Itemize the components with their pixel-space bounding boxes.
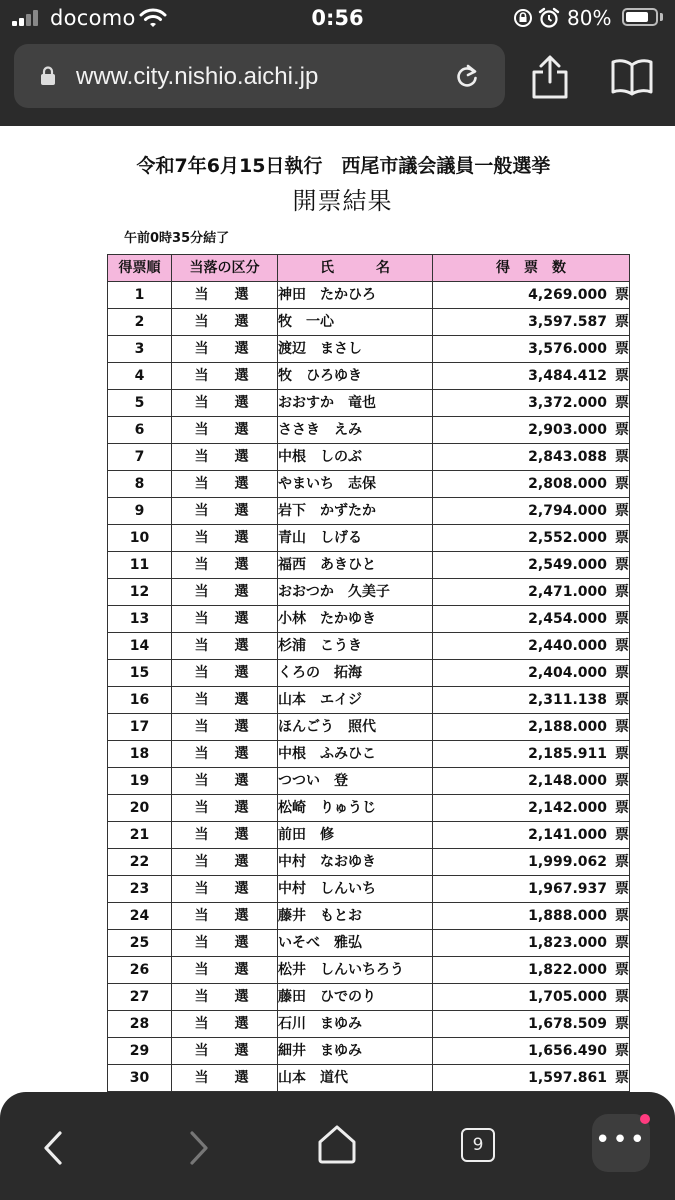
vote-count: 2,808.000 [528,476,607,492]
table-row [108,336,630,363]
share-icon[interactable] [528,54,572,100]
vote-count: 1,888.000 [528,908,607,924]
votes-cell [433,390,630,417]
table-row [108,768,630,795]
table-row [108,876,630,903]
vote-count: 1,823.000 [528,935,607,951]
candidate-name-cell: 細井 まゆみ [278,1038,433,1065]
candidate-name-cell: ささき えみ [278,417,433,444]
rank-cell: 14 [108,633,172,660]
battery-level [626,12,648,22]
vote-unit: 票 [615,1016,629,1032]
table-row [108,930,630,957]
notification-badge [640,1114,650,1124]
vote-unit: 票 [615,665,629,681]
status-cell: 当 選 [172,795,278,822]
vote-count: 2,142.000 [528,800,607,816]
vote-count: 2,794.000 [528,503,607,519]
table-row [108,552,630,579]
vote-count: 1,822.000 [528,962,607,978]
vote-count: 2,843.088 [528,449,607,465]
votes-cell [433,606,630,633]
rank-cell: 24 [108,903,172,930]
rank-cell: 9 [108,498,172,525]
vote-count: 2,903.000 [528,422,607,438]
vote-unit: 票 [615,503,629,519]
vote-unit: 票 [615,1070,629,1086]
vote-count: 2,404.000 [528,665,607,681]
candidate-name-cell: おおつか 久美子 [278,579,433,606]
rank-cell: 18 [108,741,172,768]
vote-unit: 票 [615,773,629,789]
vote-count: 3,576.000 [528,341,607,357]
table-row [108,660,630,687]
vote-unit: 票 [615,557,629,573]
vote-unit: 票 [615,800,629,816]
vote-count: 2,141.000 [528,827,607,843]
battery-nub [660,13,663,21]
browser-toolbar [0,1092,675,1200]
votes-cell [433,633,630,660]
candidate-name-cell: 青山 しげる [278,525,433,552]
table-row [108,363,630,390]
rank-cell: 29 [108,1038,172,1065]
rank-cell: 15 [108,660,172,687]
candidate-name-cell: 中村 しんいち [278,876,433,903]
vote-unit: 票 [615,908,629,924]
status-cell: 当 選 [172,606,278,633]
result-heading: 開票結果 [292,187,393,215]
vote-unit: 票 [615,638,629,654]
vote-unit: 票 [615,341,629,357]
vote-unit: 票 [615,719,629,735]
votes-cell [433,498,630,525]
tabs-icon[interactable]: 9 [461,1128,495,1162]
votes-cell [433,579,630,606]
candidate-name-cell: 杉浦 こうき [278,633,433,660]
table-row [108,417,630,444]
table-row [108,525,630,552]
table-row [108,606,630,633]
table-row [108,741,630,768]
status-cell: 当 選 [172,1011,278,1038]
results-body [108,282,630,1092]
vote-count: 2,454.000 [528,611,607,627]
votes-cell [433,930,630,957]
status-bar [0,0,675,38]
table-row [108,714,630,741]
table-row [108,390,630,417]
table-row [108,471,630,498]
rank-cell: 28 [108,1011,172,1038]
carrier-name: docomo [50,6,136,30]
votes-cell [433,822,630,849]
status-cell: 当 選 [172,741,278,768]
votes-cell [433,795,630,822]
table-row [108,1038,630,1065]
status-cell: 当 選 [172,633,278,660]
forward-icon[interactable] [186,1130,212,1166]
vote-count: 2,552.000 [528,530,607,546]
rank-cell: 16 [108,687,172,714]
status-cell: 当 選 [172,930,278,957]
rank-cell: 30 [108,1065,172,1092]
candidate-name-cell: 石川 まゆみ [278,1011,433,1038]
vote-unit: 票 [615,746,629,762]
votes-cell [433,444,630,471]
votes-cell [433,957,630,984]
battery-percent: 80% [567,6,612,30]
votes-cell [433,903,630,930]
votes-cell [433,552,630,579]
candidate-name-cell: 岩下 かずたか [278,498,433,525]
status-cell: 当 選 [172,417,278,444]
rank-cell: 23 [108,876,172,903]
column-header-name: 氏 名 [278,255,433,282]
vote-unit: 票 [615,368,629,384]
status-cell: 当 選 [172,660,278,687]
vote-unit: 票 [615,881,629,897]
rank-cell: 13 [108,606,172,633]
status-cell: 当 選 [172,876,278,903]
vote-unit: 票 [615,854,629,870]
table-row [108,957,630,984]
vote-count: 3,372.000 [528,395,607,411]
candidate-name-cell: 前田 修 [278,822,433,849]
rank-cell: 19 [108,768,172,795]
vote-count: 2,148.000 [528,773,607,789]
status-cell: 当 選 [172,579,278,606]
votes-cell [433,282,630,309]
candidate-name-cell: 小林 たかゆき [278,606,433,633]
status-cell: 当 選 [172,822,278,849]
vote-count: 1,967.937 [528,881,607,897]
rank-cell: 20 [108,795,172,822]
vote-unit: 票 [615,827,629,843]
table-row [108,984,630,1011]
status-cell: 当 選 [172,903,278,930]
votes-cell [433,471,630,498]
vote-unit: 票 [615,530,629,546]
table-row [108,309,630,336]
status-cell: 当 選 [172,471,278,498]
browser-chrome [0,0,675,126]
status-cell: 当 選 [172,336,278,363]
table-row [108,444,630,471]
back-icon[interactable] [40,1130,66,1166]
candidate-name-cell: 松崎 りゅうじ [278,795,433,822]
table-row [108,795,630,822]
status-cell: 当 選 [172,444,278,471]
rank-cell: 6 [108,417,172,444]
table-row [108,579,630,606]
rank-cell: 8 [108,471,172,498]
candidate-name-cell: 山本 エイジ [278,687,433,714]
candidate-name-cell: 中根 ふみひこ [278,741,433,768]
rank-cell: 3 [108,336,172,363]
table-row [108,498,630,525]
status-cell: 当 選 [172,984,278,1011]
vote-unit: 票 [615,395,629,411]
clock: 0:56 [311,6,364,30]
votes-cell [433,876,630,903]
vote-count: 1,999.062 [528,854,607,870]
vote-unit: 票 [615,692,629,708]
votes-cell [433,1011,630,1038]
vote-unit: 票 [615,962,629,978]
status-cell: 当 選 [172,768,278,795]
home-icon[interactable] [316,1124,358,1164]
rank-cell: 26 [108,957,172,984]
candidate-name-cell: 牧 一心 [278,309,433,336]
candidate-name-cell: 松井 しんいちろう [278,957,433,984]
status-cell: 当 選 [172,498,278,525]
status-cell: 当 選 [172,849,278,876]
alarm-icon [538,7,560,29]
table-row [108,849,630,876]
vote-count: 1,705.000 [528,989,607,1005]
votes-cell [433,741,630,768]
votes-cell [433,525,630,552]
rank-cell: 11 [108,552,172,579]
battery-icon [622,8,658,26]
votes-cell [433,309,630,336]
closing-time-note: 午前0時35分結了 [124,231,230,246]
vote-unit: 票 [615,449,629,465]
status-cell: 当 選 [172,309,278,336]
vote-count: 2,440.000 [528,638,607,654]
vote-count: 3,484.412 [528,368,607,384]
vote-unit: 票 [615,476,629,492]
status-cell: 当 選 [172,714,278,741]
status-cell: 当 選 [172,552,278,579]
vote-count: 1,656.490 [528,1043,607,1059]
votes-cell [433,336,630,363]
status-cell: 当 選 [172,1065,278,1092]
election-title: 令和7年6月15日執行 西尾市議会議員一般選挙 [136,155,551,177]
document-page [0,126,675,1100]
rank-cell: 22 [108,849,172,876]
bookmarks-icon[interactable] [610,58,654,96]
status-cell: 当 選 [172,282,278,309]
candidate-name-cell: 中村 なおゆき [278,849,433,876]
rank-cell: 1 [108,282,172,309]
votes-cell [433,1065,630,1092]
votes-cell [433,714,630,741]
candidate-name-cell: やまいち 志保 [278,471,433,498]
vote-count: 2,549.000 [528,557,607,573]
table-row [108,633,630,660]
column-header-rank: 得票順 [108,255,172,282]
candidate-name-cell: くろの 拓海 [278,660,433,687]
results-table [107,254,630,1092]
candidate-name-cell: ほんごう 照代 [278,714,433,741]
status-cell: 当 選 [172,525,278,552]
vote-count: 3,597.587 [528,314,607,330]
vote-unit: 票 [615,935,629,951]
rank-cell: 12 [108,579,172,606]
votes-cell [433,1038,630,1065]
vote-unit: 票 [615,611,629,627]
vote-unit: 票 [615,1043,629,1059]
table-row [108,687,630,714]
vote-unit: 票 [615,314,629,330]
rank-cell: 2 [108,309,172,336]
status-cell: 当 選 [172,363,278,390]
votes-cell [433,660,630,687]
candidate-name-cell: おおすか 竜也 [278,390,433,417]
candidate-name-cell: 福西 あきひと [278,552,433,579]
vote-count: 1,597.861 [528,1070,607,1086]
url-text[interactable]: www.city.nishio.aichi.jp [76,63,319,90]
votes-cell [433,363,630,390]
rank-cell: 21 [108,822,172,849]
vote-unit: 票 [615,989,629,1005]
vote-unit: 票 [615,584,629,600]
status-cell: 当 選 [172,687,278,714]
rank-cell: 4 [108,363,172,390]
votes-cell [433,687,630,714]
rank-cell: 27 [108,984,172,1011]
column-header-status: 当落の区分 [172,255,278,282]
candidate-name-cell: 神田 たかひろ [278,282,433,309]
vote-count: 2,311.138 [528,692,607,708]
reload-icon[interactable] [454,62,480,90]
vote-count: 4,269.000 [528,287,607,303]
status-cell: 当 選 [172,390,278,417]
table-header-row [108,255,630,282]
vote-count: 1,678.509 [528,1016,607,1032]
candidate-name-cell: 山本 道代 [278,1065,433,1092]
table-row [108,822,630,849]
table-row [108,1065,630,1092]
candidate-name-cell: 中根 しのぶ [278,444,433,471]
candidate-name-cell: 藤井 もとお [278,903,433,930]
votes-cell [433,768,630,795]
vote-unit: 票 [615,287,629,303]
candidate-name-cell: いそべ 雅弘 [278,930,433,957]
votes-cell [433,417,630,444]
address-bar[interactable] [14,44,505,108]
candidate-name-cell: 渡辺 まさし [278,336,433,363]
rank-cell: 25 [108,930,172,957]
rank-cell: 10 [108,525,172,552]
vote-count: 2,185.911 [528,746,607,762]
table-row [108,903,630,930]
more-dots: ••• [594,1125,647,1155]
votes-cell [433,849,630,876]
votes-cell [433,984,630,1011]
table-row [108,1011,630,1038]
rotation-lock-icon [513,8,533,28]
candidate-name-cell: つつい 登 [278,768,433,795]
rank-cell: 7 [108,444,172,471]
candidate-name-cell: 藤田 ひでのり [278,984,433,1011]
rank-cell: 17 [108,714,172,741]
table-row [108,282,630,309]
status-cell: 当 選 [172,1038,278,1065]
status-cell: 当 選 [172,957,278,984]
vote-count: 2,188.000 [528,719,607,735]
column-header-votes: 得 票 数 [433,255,630,282]
vote-count: 2,471.000 [528,584,607,600]
rank-cell: 5 [108,390,172,417]
vote-unit: 票 [615,422,629,438]
candidate-name-cell: 牧 ひろゆき [278,363,433,390]
lock-icon [40,66,56,86]
